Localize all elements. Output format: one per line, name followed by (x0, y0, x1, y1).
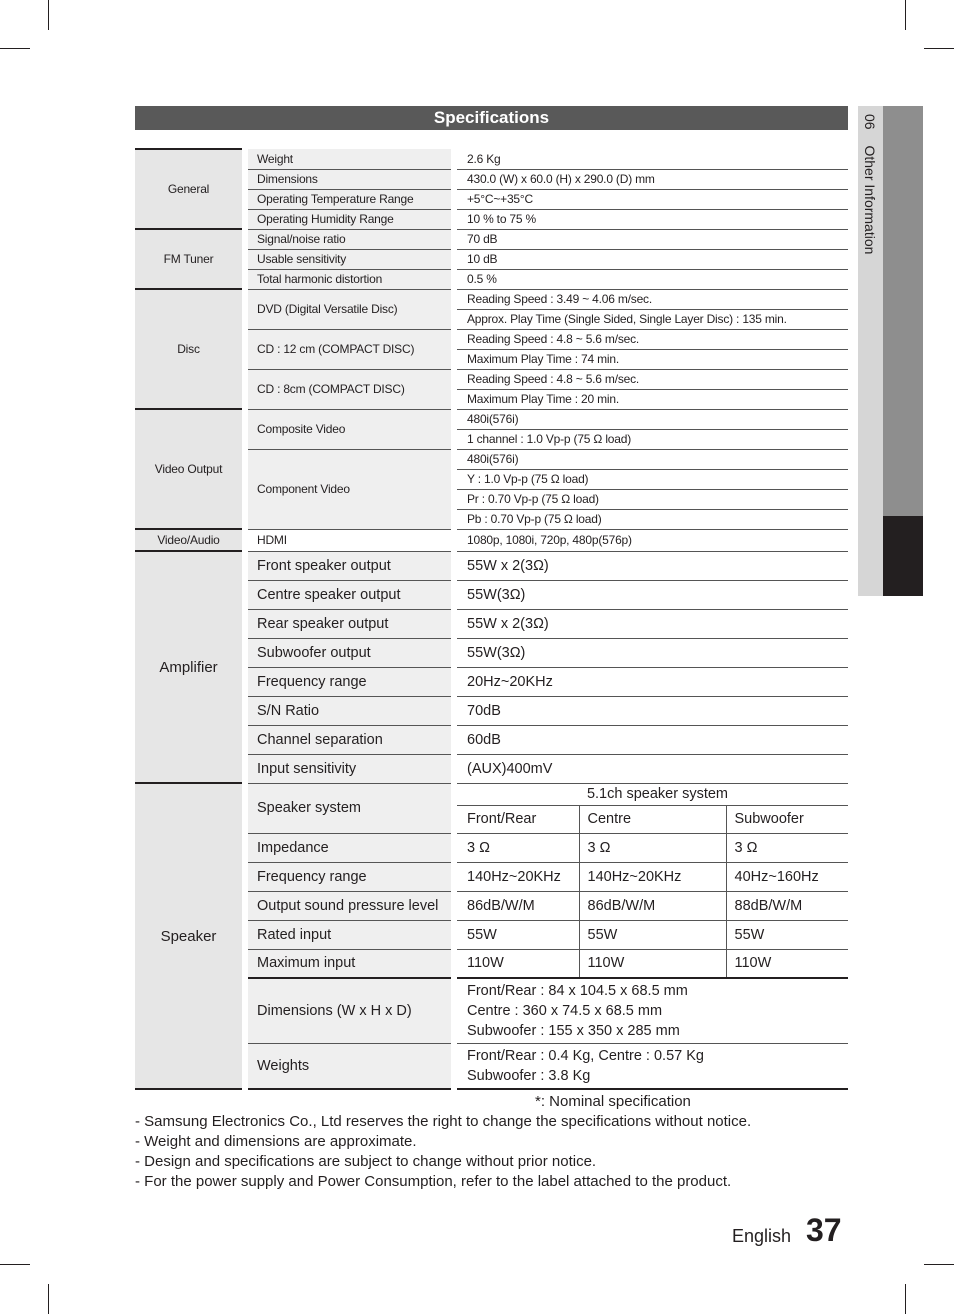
spec-value: 2.6 Kg (454, 149, 848, 169)
spec-value: 3 Ω (726, 833, 848, 862)
category-label: General (135, 149, 245, 229)
spec-name: Operating Temperature Range (245, 189, 454, 209)
note-line: - Design and specifications are subject to change without prior notice. (135, 1153, 597, 1170)
spec-value: 140Hz~20KHz (454, 862, 579, 891)
spec-name: Maximum input (245, 949, 454, 978)
spec-value: Pr : 0.70 Vp-p (75 Ω load) (454, 489, 848, 509)
spec-name: Frequency range (245, 667, 454, 696)
crop-mark (0, 1264, 30, 1265)
spec-value: Reading Speed : 4.8 ~ 5.6 m/sec. (454, 369, 848, 389)
spec-value: 110W (726, 949, 848, 978)
spec-name: Component Video (245, 449, 454, 529)
spec-value: 10 % to 75 % (454, 209, 848, 229)
spec-value: 480i(576i) (454, 449, 848, 469)
chapter-label (862, 114, 878, 254)
spec-name: Weight (245, 149, 454, 169)
spec-value: 3 Ω (454, 833, 579, 862)
spec-value (454, 978, 848, 1044)
spec-value: Reading Speed : 3.49 ~ 4.06 m/sec. (454, 289, 848, 309)
table-row (135, 783, 848, 805)
spec-name: Operating Humidity Range (245, 209, 454, 229)
note-line: - For the power supply and Power Consumption, refer to the label attached to the product. (135, 1173, 732, 1190)
section-disc (135, 289, 848, 409)
table-row (135, 229, 848, 249)
chapter-title: Other Information (862, 145, 878, 255)
spec-name: Channel separation (245, 725, 454, 754)
spec-value: 110W (579, 949, 726, 978)
spec-value: 1080p, 1080i, 720p, 480p(576p) (454, 529, 848, 551)
page-title: Specifications (135, 106, 848, 130)
spec-value: 20Hz~20KHz (454, 667, 848, 696)
spec-value: 55W (726, 920, 848, 949)
spec-value: 70 dB (454, 229, 848, 249)
spec-value-line: Centre : 360 x 74.5 x 68.5 mm (467, 1003, 663, 1019)
column-header: Subwoofer (726, 805, 848, 833)
spec-value: 3 Ω (579, 833, 726, 862)
section-fm-tuner (135, 229, 848, 289)
specifications-table (135, 148, 848, 1090)
category-label: Video/Audio (135, 529, 245, 551)
spec-name: CD : 8cm (COMPACT DISC) (245, 369, 454, 409)
section-speaker (135, 783, 848, 1089)
crop-mark (48, 1284, 49, 1314)
table-row (135, 289, 848, 309)
spec-value: 55W (454, 920, 579, 949)
spec-value: Maximum Play Time : 20 min. (454, 389, 848, 409)
spec-name: Subwoofer output (245, 638, 454, 667)
crop-mark (905, 1284, 906, 1314)
spec-value: (AUX)400mV (454, 754, 848, 783)
spec-value-line: Subwoofer : 155 x 350 x 285 mm (467, 1023, 680, 1039)
chapter-tab-band (883, 106, 923, 516)
spec-value: 86dB/W/M (454, 891, 579, 920)
spec-value: Maximum Play Time : 74 min. (454, 349, 848, 369)
table-row (135, 149, 848, 169)
spec-name: DVD (Digital Versatile Disc) (245, 289, 454, 329)
chapter-tab-marker (883, 516, 923, 596)
crop-mark (924, 48, 954, 49)
spec-name: Signal/noise ratio (245, 229, 454, 249)
spec-value: 70dB (454, 696, 848, 725)
crop-mark (905, 0, 906, 30)
spec-name: Weights (245, 1044, 454, 1090)
category-label: Disc (135, 289, 245, 409)
spec-value: 55W(3Ω) (454, 638, 848, 667)
spec-value: 55W x 2(3Ω) (454, 551, 848, 580)
spec-name: Output sound pressure level (245, 891, 454, 920)
category-label: Speaker (135, 783, 245, 1089)
spec-value-line: Front/Rear : 0.4 Kg, Centre : 0.57 Kg (467, 1048, 704, 1064)
notes (135, 1092, 848, 1192)
spec-value: 40Hz~160Hz (726, 862, 848, 891)
spec-name: Frequency range (245, 862, 454, 891)
category-label: Amplifier (135, 551, 245, 783)
spec-name: Centre speaker output (245, 580, 454, 609)
spec-name: HDMI (245, 529, 454, 551)
crop-mark (48, 0, 49, 30)
spec-value: 0.5 % (454, 269, 848, 289)
spec-name: Impedance (245, 833, 454, 862)
footer-language: English (732, 1226, 792, 1246)
section-amplifier (135, 551, 848, 783)
spec-value: 55W (579, 920, 726, 949)
spec-value: Pb : 0.70 Vp-p (75 Ω load) (454, 509, 848, 529)
spec-name: Rear speaker output (245, 609, 454, 638)
spec-name: Dimensions (245, 169, 454, 189)
spec-value: 10 dB (454, 249, 848, 269)
section-video-output (135, 409, 848, 529)
chapter-number: 06 (862, 114, 878, 130)
spec-value: 1 channel : 1.0 Vp-p (75 Ω load) (454, 429, 848, 449)
table-row (135, 409, 848, 429)
spec-value: 86dB/W/M (579, 891, 726, 920)
crop-mark (924, 1264, 954, 1265)
section-video-audio (135, 529, 848, 551)
spec-name: Speaker system (245, 783, 454, 833)
spec-value: 88dB/W/M (726, 891, 848, 920)
spec-name: Front speaker output (245, 551, 454, 580)
spec-name: Input sensitivity (245, 754, 454, 783)
category-label: Video Output (135, 409, 245, 529)
spec-value: 55W x 2(3Ω) (454, 609, 848, 638)
nominal-note: *: Nominal specification (535, 1093, 691, 1110)
spec-name: Rated input (245, 920, 454, 949)
spec-name: CD : 12 cm (COMPACT DISC) (245, 329, 454, 369)
spec-name: Usable sensitivity (245, 249, 454, 269)
spec-value: 140Hz~20KHz (579, 862, 726, 891)
spec-value: 5.1ch speaker system (454, 783, 848, 805)
spec-value: 480i(576i) (454, 409, 848, 429)
spec-value: 55W(3Ω) (454, 580, 848, 609)
table-row (135, 551, 848, 580)
note-line: - Samsung Electronics Co., Ltd reserves the right to change the specifications without notice. (135, 1113, 752, 1130)
section-general (135, 149, 848, 229)
spec-value: 430.0 (W) x 60.0 (H) x 290.0 (D) mm (454, 169, 848, 189)
page-number: 37 (806, 1212, 842, 1248)
spec-value: 60dB (454, 725, 848, 754)
category-label: FM Tuner (135, 229, 245, 289)
spec-name: Dimensions (W x H x D) (245, 978, 454, 1044)
spec-value: Approx. Play Time (Single Sided, Single Layer Disc) : 135 min. (454, 309, 848, 329)
spec-value (454, 1044, 848, 1090)
spec-value-line: Front/Rear : 84 x 104.5 x 68.5 mm (467, 983, 688, 999)
spec-value: Reading Speed : 4.8 ~ 5.6 m/sec. (454, 329, 848, 349)
spec-value: +5°C~+35°C (454, 189, 848, 209)
column-header: Front/Rear (454, 805, 579, 833)
table-row (135, 529, 848, 551)
spec-value: 110W (454, 949, 579, 978)
spec-value: Y : 1.0 Vp-p (75 Ω load) (454, 469, 848, 489)
spec-name: S/N Ratio (245, 696, 454, 725)
note-line: - Weight and dimensions are approximate. (135, 1133, 417, 1150)
crop-mark (0, 48, 30, 49)
spec-value-line: Subwoofer : 3.8 Kg (467, 1068, 591, 1084)
column-header: Centre (579, 805, 726, 833)
spec-name: Total harmonic distortion (245, 269, 454, 289)
spec-name: Composite Video (245, 409, 454, 449)
